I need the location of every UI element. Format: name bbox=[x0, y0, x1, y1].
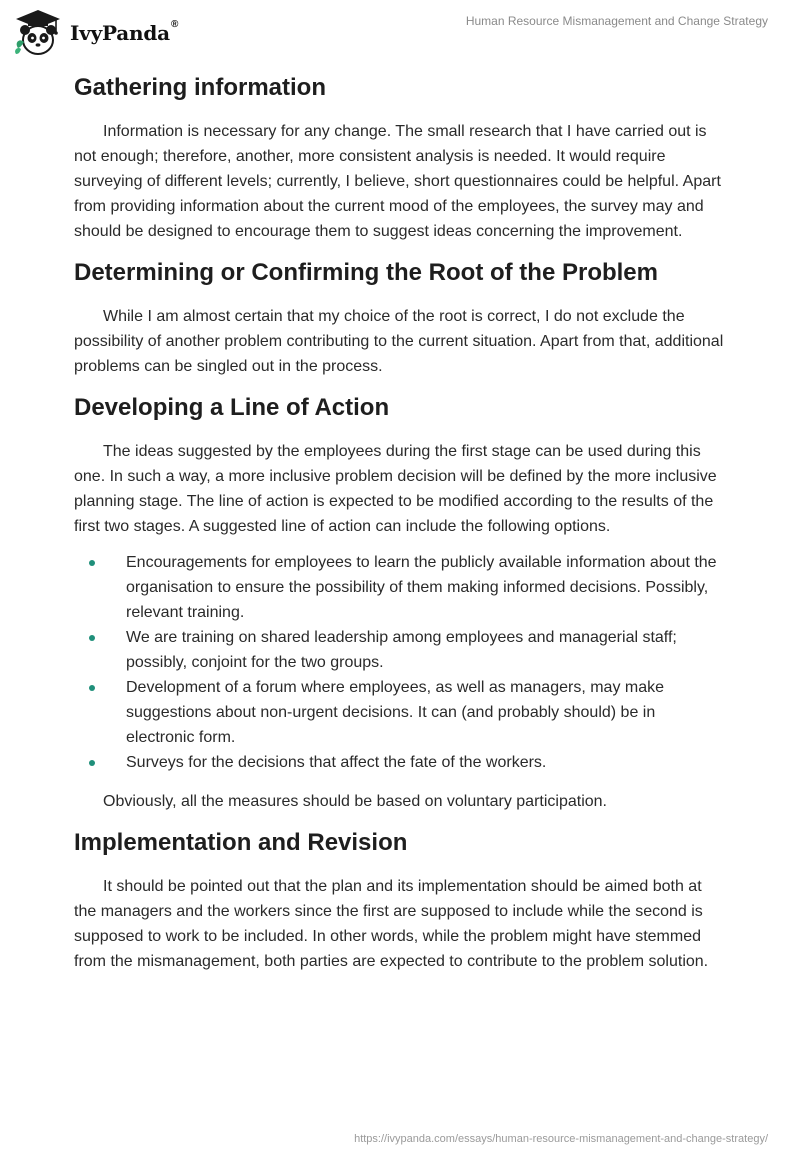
list-item bbox=[74, 675, 724, 750]
list-item bbox=[74, 625, 724, 675]
bullet-dot-icon bbox=[89, 685, 95, 691]
section-line-of-action bbox=[74, 390, 724, 814]
brand-name: IvyPanda® bbox=[70, 19, 179, 45]
section-implementation-revision bbox=[74, 825, 724, 974]
page-header bbox=[0, 0, 800, 60]
paragraph: Information is necessary for any change. The small research that I have carried out is not enough; therefore, another, more consistent analysis is needed. It would require surveying of different levels; currently, I believe, short questionnaires could be helpful. Apart from providing information about the current mood of the employees, the survey may and should be designed to encourage them to suggest ideas concerning the improvement. bbox=[74, 123, 721, 240]
closing-paragraph: Obviously, all the measures should be based on voluntary participation. bbox=[103, 793, 607, 810]
list-item-text: Development of a forum where employees, as well as managers, may make suggestions about non-urgent decisions. It can (and probably should) be in electronic form. bbox=[126, 679, 665, 746]
action-options-list bbox=[74, 550, 724, 775]
essay-content bbox=[74, 70, 724, 985]
section-gathering-information bbox=[74, 70, 724, 244]
section-heading: Determining or Confirming the Root of the Problem bbox=[74, 259, 658, 286]
section-heading: Gathering information bbox=[74, 74, 326, 101]
list-item-text: Surveys for the decisions that affect the fate of the workers. bbox=[126, 754, 547, 771]
registered-mark: ® bbox=[170, 19, 179, 30]
document-title: Human Resource Mismanagement and Change Strategy bbox=[465, 14, 768, 28]
section-root-of-problem bbox=[74, 255, 724, 379]
bullet-dot-icon bbox=[89, 560, 95, 566]
section-heading: Developing a Line of Action bbox=[74, 394, 390, 421]
paragraph: It should be pointed out that the plan and its implementation should be aimed both at the managers and the workers since the first are supposed to include while the second is supposed to work to be included. In other words, while the problem might have stemmed from the mismanagement, both parties are expected to contribute to the problem solution. bbox=[74, 878, 709, 970]
source-url[interactable]: https://ivypanda.com/essays/human-resource-mismanagement-and-change-strategy/ bbox=[354, 1133, 768, 1145]
bullet-dot-icon bbox=[89, 635, 95, 641]
bullet-dot-icon bbox=[89, 760, 95, 766]
paragraph: While I am almost certain that my choice of the root is correct, I do not exclude the possibility of another problem contributing to the current situation. Apart from that, additional problems can be singled out in the process. bbox=[74, 308, 724, 375]
list-item-text: We are training on shared leadership among employees and managerial staff; possibly, conjoint for the two groups. bbox=[126, 629, 677, 671]
list-item bbox=[74, 750, 724, 775]
list-item-text: Encouragements for employees to learn the publicly available information about the organisation to ensure the possibility of them making informed decisions. Possibly, relevant training. bbox=[126, 554, 717, 621]
list-item bbox=[74, 550, 724, 625]
paragraph: The ideas suggested by the employees during the first stage can be used during this one. In such a way, a more inclusive problem decision will be defined by the more inclusive planning stage. The line of action is expected to be modified according to the results of the first two stages. A suggested line of action can include the following options. bbox=[74, 443, 717, 535]
brand-logo[interactable] bbox=[12, 8, 178, 58]
panda-graduate-icon bbox=[12, 8, 64, 58]
section-heading: Implementation and Revision bbox=[74, 829, 408, 856]
